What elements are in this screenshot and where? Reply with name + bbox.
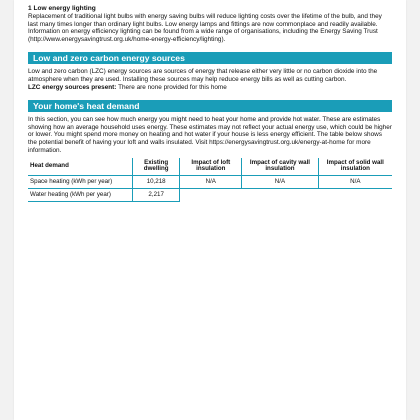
document-page <box>14 0 406 420</box>
water-heating-label: Water heating (kWh per year) <box>28 188 133 201</box>
table-row <box>28 188 392 201</box>
water-heating-empty <box>180 188 392 201</box>
lighting-title: 1 Low energy lighting <box>28 5 96 12</box>
page-content <box>28 0 392 202</box>
header-cavity-wall-insulation: Impact of cavity wall insulation <box>242 158 318 175</box>
table-row <box>28 175 392 188</box>
lzc-present-value: There are none provided for this home <box>116 83 227 91</box>
heat-text: In this section, you can see how much energy you might need to heat your home and provide hot water. These are estimates showing how an average household uses energy. These estimates may not reflect your actual energy use, which could be higher or lower. You might spend more money on heating and hot water if your house is less energy efficient. The table below shows the potential benefit of having your loft and walls insulated. Visit https://energysavingtrust.org.uk/energy-at-home for more information. <box>28 116 392 154</box>
lzc-present <box>28 84 392 92</box>
space-heating-solid: N/A <box>318 175 392 188</box>
water-heating-existing: 2,217 <box>133 188 180 201</box>
lzc-heading: Low and zero carbon energy sources <box>28 52 392 64</box>
header-loft-insulation: Impact of loft insulation <box>180 158 242 175</box>
lighting-text: Replacement of traditional light bulbs with energy saving bulbs will reduce lighting costs over the lifetime of the bulb, and they last many times longer than ordinary light bulbs. Low energy lamps and fittings are now commonplace and readily available. Information on energy efficiency lighting can be found from a wide range of organisations, including the Energy Saving Trust (http://www.energysavingtrust.org.uk/home-energy-efficiency/lighting). <box>28 13 382 43</box>
header-solid-wall-insulation: Impact of solid wall insulation <box>318 158 392 175</box>
lzc-present-label: LZC energy sources present: <box>28 83 117 91</box>
heat-demand-table <box>28 158 392 202</box>
lzc-text: Low and zero carbon (LZC) energy sources are sources of energy that release either very little or no carbon dioxide into the atmosphere when they are used. Installing these sources may help reduce energy bills as well as cutting carbon. <box>28 68 378 83</box>
table-header-row <box>28 158 392 175</box>
header-heat-demand: Heat demand <box>30 161 69 169</box>
heat-heading: Your home's heat demand <box>28 100 392 112</box>
header-existing-dwelling: Existing dwelling <box>133 158 180 175</box>
space-heating-existing: 10,218 <box>133 175 180 188</box>
space-heating-loft: N/A <box>180 175 242 188</box>
space-heating-label: Space heating (kWh per year) <box>28 175 133 188</box>
space-heating-cavity: N/A <box>242 175 318 188</box>
